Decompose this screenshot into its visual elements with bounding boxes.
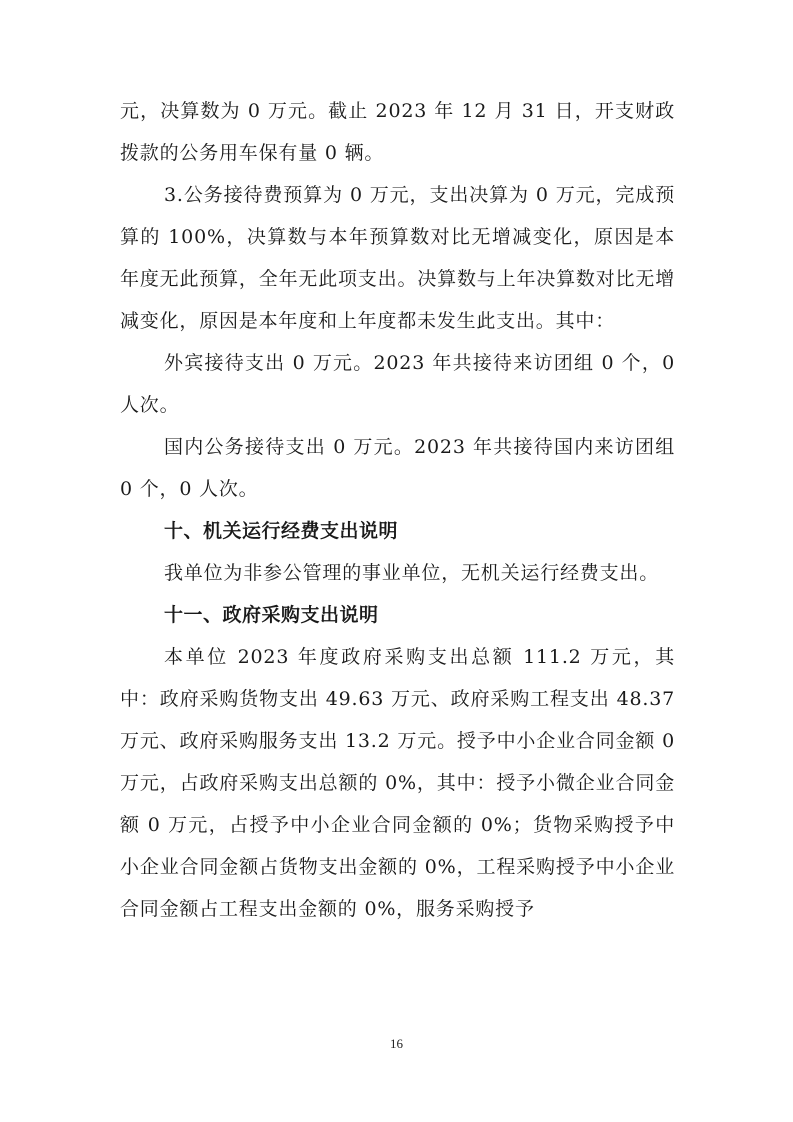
paragraph-vehicle-continuation: 元，决算数为 0 万元。截止 2023 年 12 月 31 日，开支财政拨款的公务用车保有量 0 辆。 xyxy=(120,100,675,164)
paragraph-foreign-reception: 外宾接待支出 0 万元。2023 年共接待来访团组 0 个，0 人次。 xyxy=(120,352,675,416)
paragraph-operating-expense: 我单位为非参公管理的事业单位，无机关运行经费支出。 xyxy=(164,562,660,584)
document-body xyxy=(120,90,675,930)
paragraph-domestic-reception: 国内公务接待支出 0 万元。2023 年共接待国内来访团组 0 个，0 人次。 xyxy=(120,436,675,500)
section-heading-procurement: 十一、政府采购支出说明 xyxy=(164,604,379,626)
paragraph-procurement: 本单位 2023 年度政府采购支出总额 111.2 万元，其中：政府采购货物支出 49.63 万元、政府采购工程支出 48.37 万元、政府采购服务支出 13.2 万元。授予中小企业合同金额 0 万元，占政府采购支出总额的 0%，其中：授予小微企业合同金额 0 万元，占授予中小企业合同金额的 0%；货物采购授予中小企业合同金额占货物支出金额的 0%，工程采购授予中小企业合同金额占工程支出金额的 0%，服务采购授予 xyxy=(120,646,675,920)
paragraph-reception-expense: 3.公务接待费预算为 0 万元，支出决算为 0 万元，完成预算的 100%，决算数与本年预算数对比无增减变化，原因是本年度无此预算，全年无此项支出。决算数与上年决算数对比无增减变化，原因是本年度和上年度都未发生此支出。其中： xyxy=(120,184,675,332)
section-heading-operating-expense: 十、机关运行经费支出说明 xyxy=(164,520,399,542)
page-number: 16 xyxy=(390,1036,403,1051)
